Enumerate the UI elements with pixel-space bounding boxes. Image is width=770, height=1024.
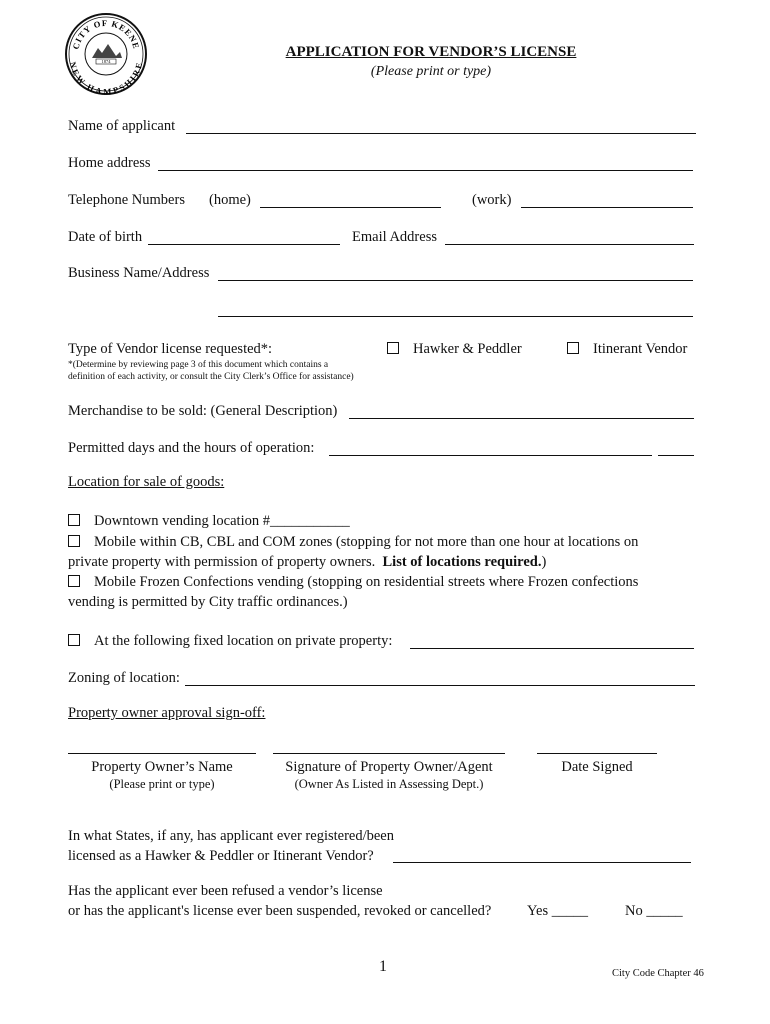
dob-label: Date of birth bbox=[68, 229, 143, 245]
hours-field[interactable] bbox=[329, 455, 652, 456]
downtown-label: Downtown vending location #___________ bbox=[94, 513, 350, 529]
dob-field[interactable] bbox=[148, 244, 340, 245]
itinerant-checkbox[interactable] bbox=[567, 342, 579, 354]
mobile-line-2 bbox=[68, 554, 546, 571]
name-field[interactable] bbox=[186, 133, 696, 134]
name-label: Name of applicant bbox=[68, 118, 176, 134]
zoning-label: Zoning of location: bbox=[68, 670, 180, 686]
mobile-checkbox[interactable] bbox=[68, 535, 80, 547]
work-phone-label: (work) bbox=[472, 192, 512, 208]
fixed-location-field[interactable] bbox=[410, 648, 694, 649]
business-label: Business Name/Address bbox=[68, 265, 210, 281]
page-number: 1 bbox=[379, 958, 387, 975]
seal-bottom-text: NEW HAMPSHIRE bbox=[67, 60, 145, 96]
location-heading: Location for sale of goods: bbox=[68, 474, 225, 490]
owner-name-label: Property Owner’s Name bbox=[91, 759, 233, 775]
states-question-2: licensed as a Hawker & Peddler or Itinerant Vendor? bbox=[68, 848, 374, 864]
mobile-label-1: Mobile within CB, CBL and COM zones (stopping for not more than one hour at locations on bbox=[94, 534, 639, 550]
license-type-label: Type of Vendor license requested*: bbox=[68, 341, 273, 357]
page-title: APPLICATION FOR VENDOR’S LICENSE bbox=[285, 44, 577, 60]
owner-name-sublabel: (Please print or type) bbox=[109, 777, 215, 791]
zoning-field[interactable] bbox=[185, 685, 695, 686]
mobile-label-2c: ) bbox=[541, 554, 547, 570]
fixed-label: At the following fixed location on private property: bbox=[94, 633, 393, 649]
merchandise-field[interactable] bbox=[349, 418, 694, 419]
license-type-note-2: definition of each activity, or consult the City Clerk’s Office for assistance) bbox=[68, 372, 354, 382]
fixed-checkbox[interactable] bbox=[68, 634, 80, 646]
work-phone-field[interactable] bbox=[521, 207, 693, 208]
mobile-label-2b: List of locations required. bbox=[382, 554, 542, 570]
refused-no-field[interactable]: No _____ bbox=[625, 903, 683, 919]
owner-name-field[interactable] bbox=[68, 753, 256, 754]
frozen-option[interactable] bbox=[68, 574, 638, 591]
business-field-line2[interactable] bbox=[218, 316, 693, 317]
email-label: Email Address bbox=[352, 229, 437, 245]
approval-heading: Property owner approval sign-off: bbox=[68, 705, 266, 721]
mobile-option[interactable] bbox=[68, 534, 638, 551]
signature-label: Signature of Property Owner/Agent bbox=[285, 759, 493, 775]
hawker-option[interactable] bbox=[387, 341, 522, 358]
refused-question-2: or has the applicant's license ever been suspended, revoked or cancelled? bbox=[68, 903, 492, 919]
refused-yes-field[interactable]: Yes _____ bbox=[527, 903, 588, 919]
date-signed-field[interactable] bbox=[537, 753, 657, 754]
hours-label: Permitted days and the hours of operation: bbox=[68, 440, 315, 456]
states-field[interactable] bbox=[393, 862, 691, 863]
frozen-label-1: Mobile Frozen Confections vending (stopping on residential streets where Frozen confections bbox=[94, 574, 639, 590]
date-signed-label: Date Signed bbox=[561, 759, 633, 775]
owner-signature-field[interactable] bbox=[273, 753, 505, 754]
license-type-note-1: *(Determine by reviewing page 3 of this document which contains a bbox=[68, 360, 329, 370]
hours-field-end[interactable] bbox=[658, 455, 694, 456]
home-phone-label: (home) bbox=[209, 192, 251, 208]
page-subtitle: (Please print or type) bbox=[370, 64, 492, 79]
hawker-checkbox[interactable] bbox=[387, 342, 399, 354]
seal-top-text: CITY OF KEENE bbox=[70, 17, 142, 51]
email-field[interactable] bbox=[445, 244, 694, 245]
refused-question-1: Has the applicant ever been refused a vendor’s license bbox=[68, 883, 383, 899]
mobile-label-2a: private property with permission of property owners. bbox=[68, 554, 376, 570]
business-field[interactable] bbox=[218, 280, 693, 281]
downtown-checkbox[interactable] bbox=[68, 514, 80, 526]
phone-label: Telephone Numbers bbox=[68, 192, 185, 208]
address-label: Home address bbox=[68, 155, 151, 171]
frozen-label-2: vending is permitted by City traffic ordinances.) bbox=[68, 594, 348, 610]
itinerant-option[interactable] bbox=[567, 341, 687, 358]
hawker-label: Hawker & Peddler bbox=[413, 341, 522, 357]
merchandise-label: Merchandise to be sold: (General Description) bbox=[68, 403, 338, 419]
address-field[interactable] bbox=[158, 170, 693, 171]
seal-year: 1874 bbox=[101, 59, 111, 64]
states-question-1: In what States, if any, has applicant ever registered/been bbox=[68, 828, 394, 844]
downtown-option[interactable] bbox=[68, 513, 350, 530]
frozen-checkbox[interactable] bbox=[68, 575, 80, 587]
city-code-reference: City Code Chapter 46 bbox=[612, 968, 704, 979]
fixed-option[interactable] bbox=[68, 633, 392, 650]
home-phone-field[interactable] bbox=[260, 207, 441, 208]
signature-sublabel: (Owner As Listed in Assessing Dept.) bbox=[294, 777, 484, 791]
itinerant-label: Itinerant Vendor bbox=[593, 341, 688, 357]
